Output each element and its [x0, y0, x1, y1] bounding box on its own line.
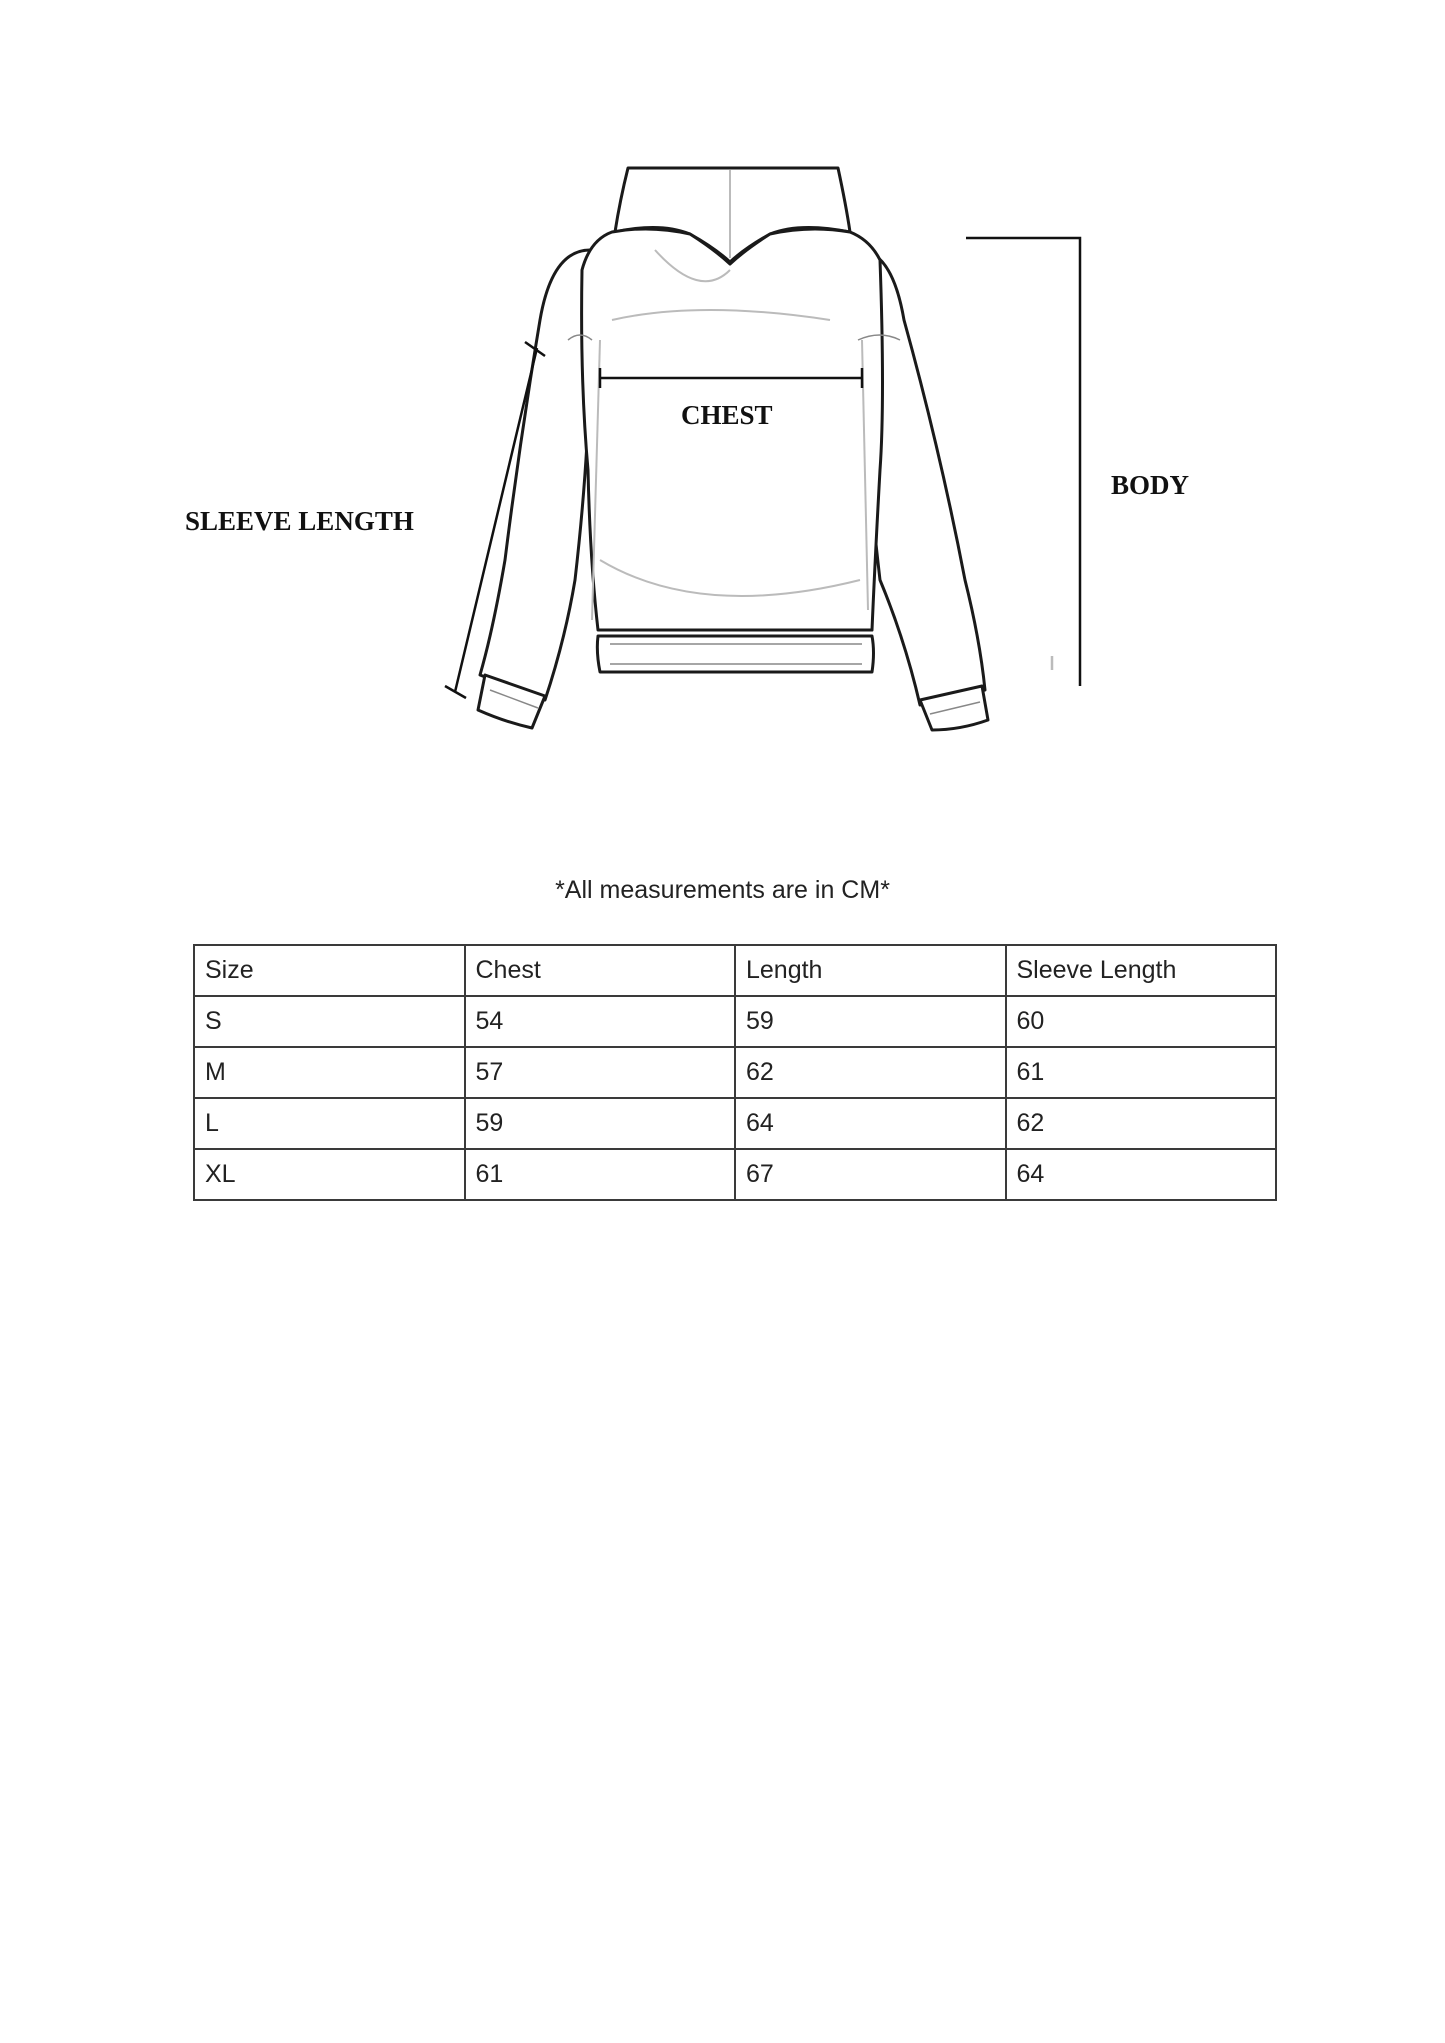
cell-chest: 54 — [465, 996, 736, 1047]
body-measure-line — [966, 238, 1080, 686]
cell-sleeve-length: 62 — [1006, 1098, 1277, 1149]
table-row — [194, 1047, 1276, 1098]
cell-size: S — [194, 996, 465, 1047]
header-chest: Chest — [465, 945, 736, 996]
table-row — [194, 1098, 1276, 1149]
cell-sleeve-length: 60 — [1006, 996, 1277, 1047]
cell-chest: 59 — [465, 1098, 736, 1149]
table-row — [194, 996, 1276, 1047]
chest-label: CHEST — [681, 400, 773, 430]
size-chart-table — [193, 944, 1277, 1201]
cell-length: 64 — [735, 1098, 1006, 1149]
header-sleeve-length: Sleeve Length — [1006, 945, 1277, 996]
header-size: Size — [194, 945, 465, 996]
cell-sleeve-length: 64 — [1006, 1149, 1277, 1200]
table-header-row — [194, 945, 1276, 996]
cell-length: 62 — [735, 1047, 1006, 1098]
header-length: Length — [735, 945, 1006, 996]
left-sleeve — [480, 250, 590, 700]
hem-band — [597, 636, 873, 672]
table-row — [194, 1149, 1276, 1200]
cell-length: 67 — [735, 1149, 1006, 1200]
body-label: BODY — [1111, 470, 1190, 500]
cell-chest: 61 — [465, 1149, 736, 1200]
cell-sleeve-length: 61 — [1006, 1047, 1277, 1098]
sleeve-length-label: SLEEVE LENGTH — [185, 506, 414, 536]
cell-size: L — [194, 1098, 465, 1149]
cell-length: 59 — [735, 996, 1006, 1047]
cell-chest: 57 — [465, 1047, 736, 1098]
cell-size: M — [194, 1047, 465, 1098]
measurement-note: *All measurements are in CM* — [555, 876, 890, 904]
cell-size: XL — [194, 1149, 465, 1200]
